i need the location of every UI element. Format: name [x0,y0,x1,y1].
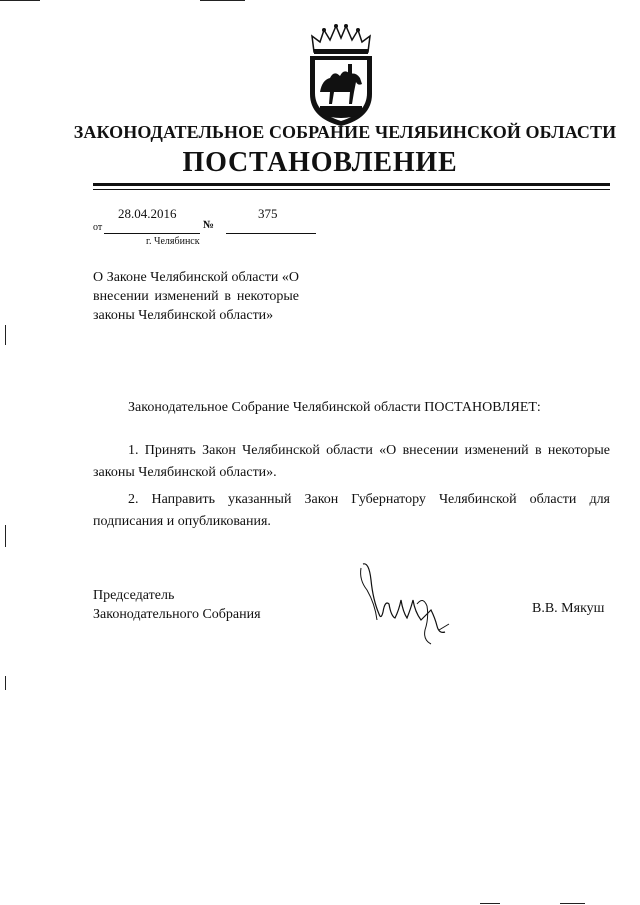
scan-artifact-left [5,676,6,690]
document-type: ПОСТАНОВЛЕНИЕ [182,147,458,178]
signatory-title [93,586,261,624]
document-number: 375 [258,206,278,221]
signatory-name: В.В. Мякуш [532,601,605,616]
scan-artifact-left [5,325,6,345]
date-underline [104,233,200,234]
city-label: г. Челябинск [146,236,200,247]
header-divider-thick [93,183,610,186]
scan-artifact-top [200,0,245,1]
number-underline [226,233,316,234]
scan-artifact-left [5,525,6,547]
scan-artifact-top [0,0,40,1]
resolution-paragraph-2: 2. Направить указанный Закон Губернатору Челябинской области для подписания и опубликования. [93,492,610,529]
document-date: 28.04.2016 [118,206,177,221]
header-divider-thin [93,189,610,190]
resolution-paragraph-1: 1. Принять Закон Челябинской области «О внесении изменений в некоторые законы Челябинской области». [93,443,610,480]
organization-title: ЗАКОНОДАТЕЛЬНОЕ СОБРАНИЕ ЧЕЛЯБИНСКОЙ ОБЛАСТИ [73,122,617,142]
scan-artifact-bottom [560,903,585,904]
signatory-title-line-1: Председатель [93,588,175,603]
resolution-intro: Законодательное Собрание Челябинской области ПОСТАНОВЛЯЕТ: [128,400,541,415]
date-prefix: от [93,222,103,233]
document-subject: О Законе Челябинской области «О внесении изменений в некоторые законы Челябинской области» [93,270,299,323]
chelyabinsk-coat-of-arms-icon [300,22,382,128]
handwritten-signature-icon [355,560,455,646]
scan-artifact-bottom [480,903,500,904]
signatory-title-line-2: Законодательного Собрания [93,607,261,622]
number-sign: № [203,219,215,231]
